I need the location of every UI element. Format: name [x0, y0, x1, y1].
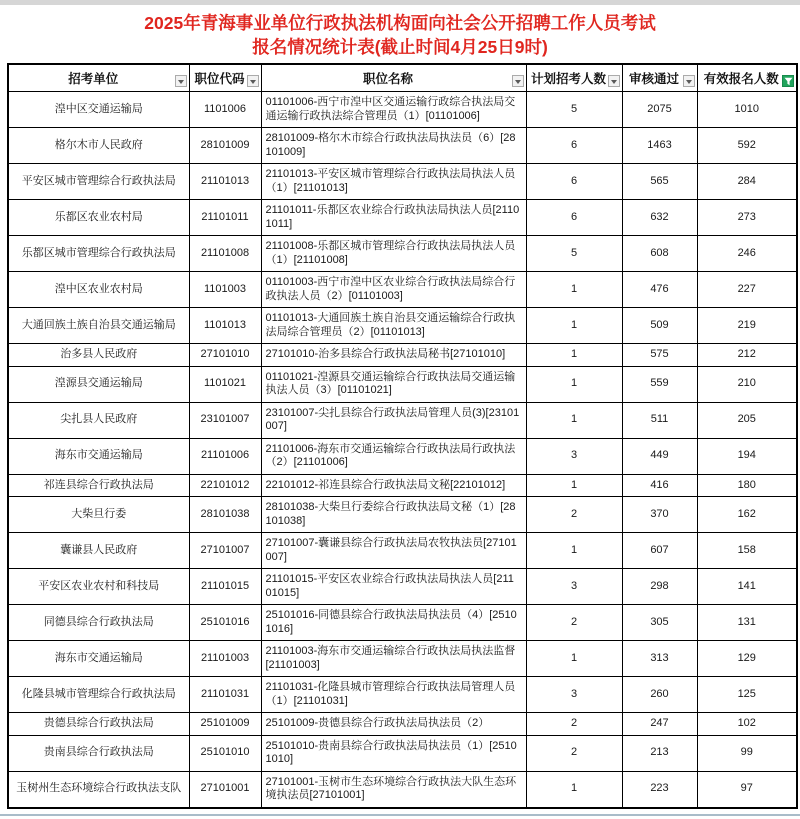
- cell-plan: 6: [526, 128, 622, 164]
- cell-position: 01101003-西宁市湟中区农业综合行政执法局综合行政执法人员（2）[01101003]: [261, 272, 526, 308]
- cell-valid: 194: [697, 438, 797, 474]
- cell-code: 25101010: [189, 735, 261, 771]
- table-row: [8, 402, 797, 438]
- page-title-line1: 2025年青海事业单位行政执法机构面向社会公开招聘工作人员考试: [144, 13, 656, 33]
- cell-valid: 273: [697, 200, 797, 236]
- table-row: [8, 272, 797, 308]
- cell-plan: 1: [526, 474, 622, 497]
- cell-approved: 1463: [622, 128, 697, 164]
- page-title-line2: 报名情况统计表(截止时间4月25日9时): [252, 37, 548, 57]
- cell-unit: 贵德县综合行政执法局: [8, 713, 189, 736]
- cell-approved: 608: [622, 236, 697, 272]
- cell-unit: 化隆县城市管理综合行政执法局: [8, 677, 189, 713]
- page-top-edge: [0, 0, 800, 5]
- cell-code: 21101011: [189, 200, 261, 236]
- cell-plan: 1: [526, 771, 622, 808]
- cell-position: 21101003-海东市交通运输综合行政执法局执法监督[21101003]: [261, 641, 526, 677]
- table-row: [8, 128, 797, 164]
- table-row: [8, 533, 797, 569]
- table-row: [8, 92, 797, 128]
- cell-position: 28101038-大柴旦行委综合行政执法局文秘（1）[28101038]: [261, 497, 526, 533]
- cell-approved: 223: [622, 771, 697, 808]
- column-header-label: 招考单位: [68, 72, 119, 86]
- column-header-label: 审核通过: [628, 72, 679, 86]
- table-row: [8, 366, 797, 402]
- cell-approved: 607: [622, 533, 697, 569]
- cell-approved: 260: [622, 677, 697, 713]
- cell-valid: 158: [697, 533, 797, 569]
- cell-approved: 565: [622, 164, 697, 200]
- cell-valid: 180: [697, 474, 797, 497]
- cell-valid: 1010: [697, 92, 797, 128]
- cell-valid: 219: [697, 308, 797, 344]
- page-title: [10, 11, 790, 59]
- cell-valid: 102: [697, 713, 797, 736]
- cell-code: 21101031: [189, 677, 261, 713]
- cell-position: 21101006-海东市交通运输综合行政执法局行政执法（2）[21101006]: [261, 438, 526, 474]
- cell-code: 27101007: [189, 533, 261, 569]
- cell-code: 28101009: [189, 128, 261, 164]
- table-row: [8, 713, 797, 736]
- cell-approved: 511: [622, 402, 697, 438]
- cell-valid: 131: [697, 605, 797, 641]
- table-container: [7, 63, 793, 809]
- cell-unit: 同德县综合行政执法局: [8, 605, 189, 641]
- table-row: [8, 474, 797, 497]
- column-header-label: 职位代码: [194, 72, 245, 86]
- cell-unit: 囊谦县人民政府: [8, 533, 189, 569]
- cell-plan: 1: [526, 402, 622, 438]
- cell-code: 1101006: [189, 92, 261, 128]
- cell-position: 21101031-化隆县城市管理综合行政执法局管理人员（1）[21101031]: [261, 677, 526, 713]
- cell-position: 21101008-乐都区城市管理综合行政执法局执法人员（1）[21101008]: [261, 236, 526, 272]
- cell-approved: 632: [622, 200, 697, 236]
- table-row: [8, 497, 797, 533]
- cell-code: 27101010: [189, 344, 261, 367]
- table-row: [8, 735, 797, 771]
- cell-approved: 370: [622, 497, 697, 533]
- cell-valid: 141: [697, 569, 797, 605]
- cell-unit: 玉树州生态环境综合行政执法支队: [8, 771, 189, 808]
- cell-code: 25101016: [189, 605, 261, 641]
- cell-valid: 210: [697, 366, 797, 402]
- cell-plan: 3: [526, 677, 622, 713]
- cell-code: 21101006: [189, 438, 261, 474]
- table-row: [8, 438, 797, 474]
- cell-valid: 97: [697, 771, 797, 808]
- cell-code: 28101038: [189, 497, 261, 533]
- cell-approved: 476: [622, 272, 697, 308]
- cell-plan: 6: [526, 164, 622, 200]
- cell-unit: 祁连县综合行政执法局: [8, 474, 189, 497]
- cell-plan: 1: [526, 272, 622, 308]
- cell-unit: 尖扎县人民政府: [8, 402, 189, 438]
- table-row: [8, 164, 797, 200]
- cell-unit: 海东市交通运输局: [8, 641, 189, 677]
- filter-dropdown-icon[interactable]: [175, 75, 187, 87]
- filter-dropdown-icon[interactable]: [608, 75, 620, 87]
- cell-position: 27101001-玉树市生态环境综合行政执法大队生态环境执法员[27101001]: [261, 771, 526, 808]
- cell-plan: 6: [526, 200, 622, 236]
- column-header-unit: [8, 64, 189, 92]
- cell-unit: 平安区农业农村和科技局: [8, 569, 189, 605]
- table-row: [8, 200, 797, 236]
- cell-code: 23101007: [189, 402, 261, 438]
- table-row: [8, 771, 797, 808]
- cell-position: 01101013-大通回族土族自治县交通运输综合行政执法局综合管理员（2）[01101013]: [261, 308, 526, 344]
- table-row: [8, 236, 797, 272]
- table-row: [8, 605, 797, 641]
- cell-valid: 227: [697, 272, 797, 308]
- table-row: [8, 344, 797, 367]
- cell-approved: 247: [622, 713, 697, 736]
- cell-approved: 559: [622, 366, 697, 402]
- cell-unit: 大通回族土族自治县交通运输局: [8, 308, 189, 344]
- cell-unit: 贵南县综合行政执法局: [8, 735, 189, 771]
- cell-valid: 592: [697, 128, 797, 164]
- column-header-label: 有效报名人数: [703, 72, 779, 86]
- cell-position: 21101011-乐都区农业综合行政执法局执法人员[21101011]: [261, 200, 526, 236]
- cell-unit: 乐都区城市管理综合行政执法局: [8, 236, 189, 272]
- cell-valid: 212: [697, 344, 797, 367]
- cell-position: 27101010-治多县综合行政执法局秘书[27101010]: [261, 344, 526, 367]
- cell-position: 25101009-贵德县综合行政执法局执法员（2）: [261, 713, 526, 736]
- cell-approved: 575: [622, 344, 697, 367]
- table-header-row: [8, 64, 797, 92]
- cell-position: 25101016-同德县综合行政执法局执法员（4）[25101016]: [261, 605, 526, 641]
- cell-valid: 205: [697, 402, 797, 438]
- cell-unit: 湟中区交通运输局: [8, 92, 189, 128]
- cell-approved: 449: [622, 438, 697, 474]
- cell-position: 25101010-贵南县综合行政执法局执法员（1）[25101010]: [261, 735, 526, 771]
- column-header-label: 计划招考人数: [530, 72, 606, 86]
- cell-plan: 5: [526, 92, 622, 128]
- cell-position: 01101021-湟源县交通运输综合行政执法局交通运输执法人员（3）[01101021]: [261, 366, 526, 402]
- filter-active-icon[interactable]: [782, 75, 794, 87]
- cell-code: 21101013: [189, 164, 261, 200]
- cell-plan: 2: [526, 605, 622, 641]
- cell-position: 21101013-平安区城市管理综合行政执法局执法人员（1）[21101013]: [261, 164, 526, 200]
- cell-position: 28101009-格尔木市综合行政执法局执法员（6）[28101009]: [261, 128, 526, 164]
- cell-position: 22101012-祁连县综合行政执法局文秘[22101012]: [261, 474, 526, 497]
- cell-plan: 2: [526, 497, 622, 533]
- cell-position: 21101015-平安区农业综合行政执法局执法人员[21101015]: [261, 569, 526, 605]
- cell-position: 23101007-尖扎县综合行政执法局管理人员(3)[23101007]: [261, 402, 526, 438]
- table-row: [8, 308, 797, 344]
- cell-approved: 509: [622, 308, 697, 344]
- cell-plan: 1: [526, 533, 622, 569]
- cell-code: 27101001: [189, 771, 261, 808]
- column-header-position: [261, 64, 526, 92]
- column-header-code: [189, 64, 261, 92]
- cell-position: 01101006-西宁市湟中区交通运输行政综合执法局交通运输行政执法综合管理员（1）[01101006]: [261, 92, 526, 128]
- cell-unit: 大柴旦行委: [8, 497, 189, 533]
- cell-valid: 129: [697, 641, 797, 677]
- cell-plan: 5: [526, 236, 622, 272]
- table-row: [8, 569, 797, 605]
- cell-approved: 2075: [622, 92, 697, 128]
- cell-code: 21101003: [189, 641, 261, 677]
- table-row: [8, 641, 797, 677]
- cell-plan: 1: [526, 366, 622, 402]
- column-header-label: 职位名称: [362, 72, 413, 86]
- cell-plan: 3: [526, 569, 622, 605]
- cell-valid: 99: [697, 735, 797, 771]
- cell-approved: 305: [622, 605, 697, 641]
- cell-unit: 治多县人民政府: [8, 344, 189, 367]
- cell-unit: 乐都区农业农村局: [8, 200, 189, 236]
- filter-dropdown-icon[interactable]: [247, 75, 259, 87]
- cell-approved: 213: [622, 735, 697, 771]
- column-header-approved: [622, 64, 697, 92]
- cell-code: 21101015: [189, 569, 261, 605]
- cell-plan: 1: [526, 344, 622, 367]
- table-row: [8, 677, 797, 713]
- cell-approved: 313: [622, 641, 697, 677]
- column-header-plan: [526, 64, 622, 92]
- cell-plan: 1: [526, 641, 622, 677]
- cell-valid: 284: [697, 164, 797, 200]
- cell-approved: 416: [622, 474, 697, 497]
- cell-plan: 2: [526, 735, 622, 771]
- cell-unit: 格尔木市人民政府: [8, 128, 189, 164]
- filter-dropdown-icon[interactable]: [683, 75, 695, 87]
- cell-position: 27101007-囊谦县综合行政执法局农牧执法员[27101007]: [261, 533, 526, 569]
- cell-code: 21101008: [189, 236, 261, 272]
- cell-valid: 125: [697, 677, 797, 713]
- cell-plan: 3: [526, 438, 622, 474]
- cell-valid: 162: [697, 497, 797, 533]
- cell-valid: 246: [697, 236, 797, 272]
- cell-code: 25101009: [189, 713, 261, 736]
- cell-code: 1101021: [189, 366, 261, 402]
- cell-code: 1101003: [189, 272, 261, 308]
- cell-unit: 湟中区农业农村局: [8, 272, 189, 308]
- cell-code: 1101013: [189, 308, 261, 344]
- cell-plan: 2: [526, 713, 622, 736]
- column-header-valid: [697, 64, 797, 92]
- cell-code: 22101012: [189, 474, 261, 497]
- cell-unit: 平安区城市管理综合行政执法局: [8, 164, 189, 200]
- page-bottom-divider: [0, 814, 800, 816]
- cell-approved: 298: [622, 569, 697, 605]
- cell-unit: 海东市交通运输局: [8, 438, 189, 474]
- cell-plan: 1: [526, 308, 622, 344]
- recruitment-table: [7, 63, 798, 809]
- cell-unit: 湟源县交通运输局: [8, 366, 189, 402]
- filter-dropdown-icon[interactable]: [512, 75, 524, 87]
